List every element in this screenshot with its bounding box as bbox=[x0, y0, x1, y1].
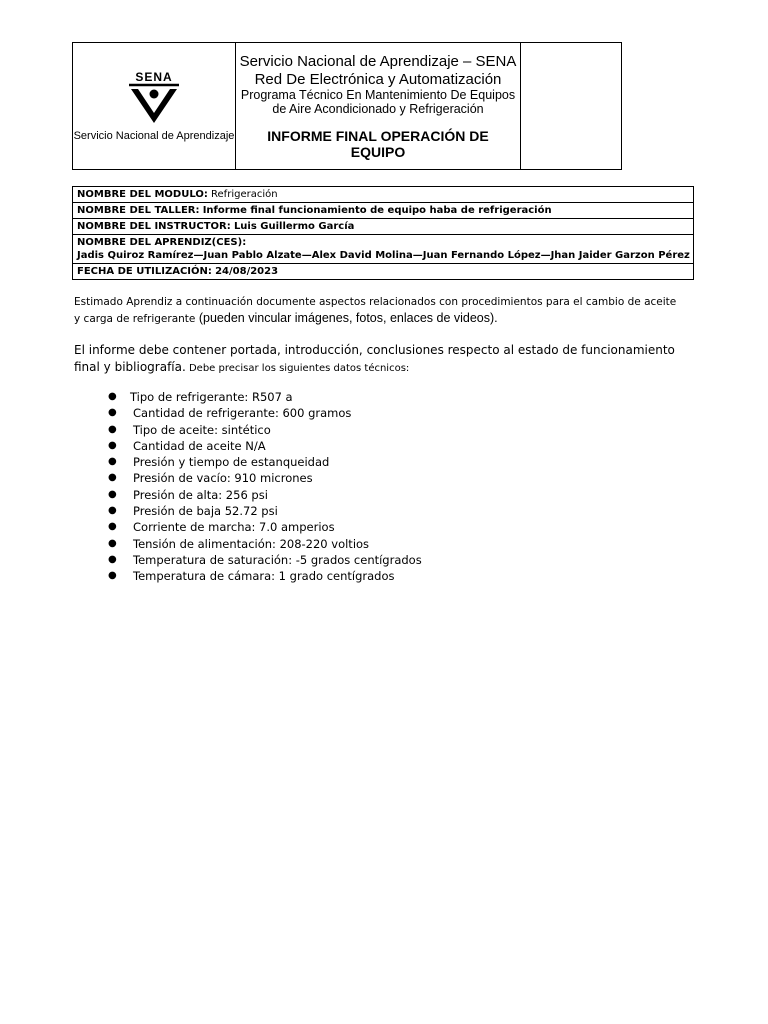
requirements-note: Debe precisar los siguientes datos técnicos: bbox=[185, 363, 410, 374]
bullet: ● bbox=[108, 439, 117, 451]
report-title: INFORME FINAL OPERACIÓN DE EQUIPO bbox=[267, 128, 489, 160]
instructor-label: NOMBRE DEL INSTRUCTOR: bbox=[77, 221, 231, 232]
instructions-paragraph bbox=[74, 294, 684, 327]
list-item: ● Tensión de alimentación: 208-220 voltios bbox=[108, 536, 370, 551]
list-item: ● Presión y tiempo de estanqueidad bbox=[108, 455, 330, 470]
instructions-note: (pueden vincular imágenes, fotos, enlaces de videos). bbox=[195, 311, 498, 325]
list-item: ● Presión de vacío: 910 micrones bbox=[108, 471, 313, 486]
list-item: ● Presión de alta: 256 psi bbox=[108, 487, 268, 502]
bullet: ● bbox=[108, 505, 117, 517]
bullet: ● bbox=[108, 456, 117, 468]
workshop-row bbox=[73, 203, 694, 219]
technical-data-list bbox=[108, 389, 422, 585]
institution-name: Servicio Nacional de Aprendizaje – SENA bbox=[239, 53, 517, 70]
list-item: ● Temperatura de cámara: 1 grado centígrados bbox=[108, 569, 395, 584]
module-value: Refrigeración bbox=[211, 189, 278, 200]
bullet: ● bbox=[108, 537, 117, 549]
apprentices-value: Jadis Quiroz Ramírez—Juan Pablo Alzate—Alex David Molina—Juan Fernando López—Jhan Jaider Garzon Pérez bbox=[77, 250, 690, 261]
instructor-row bbox=[73, 219, 694, 235]
network-name: Red De Electrónica y Automatización bbox=[254, 71, 502, 88]
logo-cell bbox=[73, 43, 236, 170]
requirements-text: El informe debe contener portada, introducción, conclusiones respecto al estado de funcionamiento final y bibliografía. bbox=[74, 343, 675, 374]
instructor-value: Luis Guillermo García bbox=[233, 221, 355, 232]
bullet: ● bbox=[108, 488, 117, 500]
program-name: Programa Técnico En Mantenimiento De Equipos de Aire Acondicionado y Refrigeración bbox=[240, 88, 516, 116]
apprentices-label: NOMBRE DEL APRENDIZ(CES): bbox=[77, 237, 247, 248]
bullet: ● bbox=[108, 391, 117, 402]
logo-caption: Servicio Nacional de Aprendizaje bbox=[73, 129, 235, 142]
sena-logo-text: SENA bbox=[135, 69, 173, 84]
date-row bbox=[73, 264, 694, 280]
header-table bbox=[72, 42, 622, 170]
list-item: ● Corriente de marcha: 7.0 amperios bbox=[108, 520, 335, 535]
sena-logo bbox=[125, 70, 183, 126]
bullet: ● bbox=[108, 570, 117, 582]
title-cell bbox=[236, 43, 521, 170]
workshop-value: Informe final funcionamiento de equipo haba de refrigeración bbox=[202, 205, 552, 216]
workshop-label: NOMBRE DEL TALLER: bbox=[77, 205, 200, 216]
bullet: ● bbox=[108, 407, 117, 419]
bullet: ● bbox=[108, 521, 117, 533]
bullet: ● bbox=[108, 423, 117, 435]
module-label: NOMBRE DEL MODULO: bbox=[77, 189, 208, 200]
instructions-text: Estimado Aprendiz a continuación documente aspectos relacionados con procedimientos para el cambio de aceite y carga de refrigerante bbox=[74, 296, 677, 325]
list-item: ● Tipo de refrigerante: R507 a bbox=[108, 390, 293, 404]
bullet: ● bbox=[108, 472, 117, 484]
date-value: 24/08/2023 bbox=[215, 266, 279, 277]
list-item: ● Cantidad de refrigerante: 600 gramos bbox=[108, 406, 352, 421]
info-table bbox=[72, 186, 694, 280]
list-item: ● Tipo de aceite: sintético bbox=[108, 422, 271, 437]
list-item: ● Temperatura de saturación: -5 grados centígrados bbox=[108, 552, 422, 567]
list-item: ● Cantidad de aceite N/A bbox=[108, 438, 266, 453]
report-requirements-paragraph bbox=[74, 342, 684, 377]
bullet: ● bbox=[108, 553, 117, 565]
date-label: FECHA DE UTILIZACIÓN: bbox=[77, 266, 212, 277]
empty-cell bbox=[521, 43, 622, 170]
list-item: ● Presión de baja 52.72 psi bbox=[108, 504, 278, 519]
apprentices-row bbox=[73, 235, 694, 264]
module-row bbox=[73, 187, 694, 203]
